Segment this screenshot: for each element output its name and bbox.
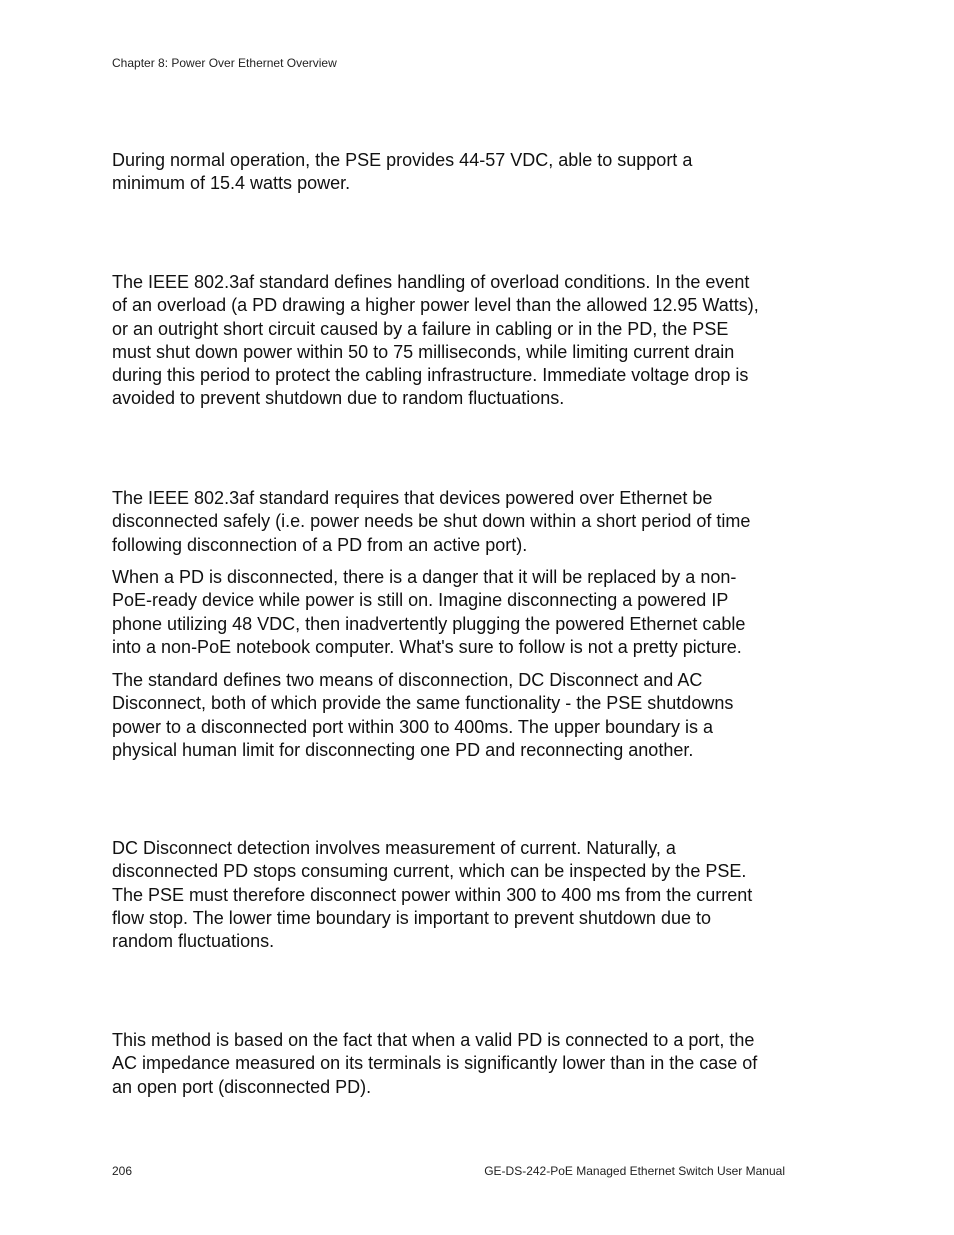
text-line: AC impedance measured on its terminals is significantly lower than in the case of (112, 1053, 758, 1074)
text-line: of an overload (a PD drawing a higher power level than the allowed 12.95 Watts), (112, 295, 759, 316)
text-line: The IEEE 802.3af standard requires that devices powered over Ethernet be (112, 488, 713, 508)
text-line: The IEEE 802.3af standard defines handling of overload conditions. In the event (112, 272, 750, 292)
paragraph-disconnect-requirement (112, 487, 802, 557)
text-line: The standard defines two means of disconnection, DC Disconnect and AC (112, 670, 703, 690)
paragraph-disconnection-means (112, 669, 802, 762)
text-line: PoE-ready device while power is still on. Imagine disconnecting a powered IP (112, 590, 729, 611)
text-line: avoided to prevent shutdown due to random fluctuations. (112, 388, 565, 409)
text-line: power to a disconnected port within 300 to 400ms. The upper boundary is a (112, 716, 714, 737)
text-line: During normal operation, the PSE provides 44-57 VDC, able to support a (112, 150, 693, 170)
paragraph-disconnect-danger (112, 566, 802, 659)
text-line: When a PD is disconnected, there is a danger that it will be replaced by a non- (112, 567, 737, 587)
text-line: Disconnect, both of which provide the same functionality - the PSE shutdowns (112, 693, 734, 714)
text-line: during this period to protect the cabling infrastructure. Immediate voltage drop is (112, 365, 749, 386)
text-line: an open port (disconnected PD). (112, 1076, 372, 1097)
text-line: or an outright short circuit caused by a failure in cabling or in the PD, the PSE (112, 318, 729, 339)
text-line: This method is based on the fact that when a valid PD is connected to a port, the (112, 1030, 755, 1050)
paragraph-ac-disconnect (112, 1029, 802, 1099)
text-line: into a non-PoE notebook computer. What's sure to follow is not a pretty picture. (112, 636, 742, 657)
paragraph-normal-operation (112, 149, 802, 196)
text-line: DC Disconnect detection involves measurement of current. Naturally, a (112, 838, 676, 858)
text-line: disconnected PD stops consuming current, which can be inspected by the PSE. (112, 861, 747, 882)
page-number: 206 (112, 1164, 133, 1178)
text-line: phone utilizing 48 VDC, then inadvertently plugging the powered Ethernet cable (112, 613, 746, 634)
paragraph-overload (112, 271, 802, 411)
text-line: random fluctuations. (112, 931, 275, 952)
running-header: Chapter 8: Power Over Ethernet Overview (112, 56, 337, 70)
manual-title: GE-DS-242-PoE Managed Ethernet Switch User Manual (484, 1164, 785, 1178)
text-line: following disconnection of a PD from an active port). (112, 534, 528, 555)
text-line: physical human limit for disconnecting one PD and reconnecting another. (112, 739, 694, 760)
text-line: The PSE must therefore disconnect power within 300 to 400 ms from the current (112, 884, 753, 905)
text-line: must shut down power within 50 to 75 milliseconds, while limiting current drain (112, 341, 735, 362)
paragraph-dc-disconnect (112, 837, 802, 953)
text-line: minimum of 15.4 watts power. (112, 173, 351, 194)
text-line: flow stop. The lower time boundary is important to prevent shutdown due to (112, 907, 711, 928)
text-line: disconnected safely (i.e. power needs be shut down within a short period of time (112, 511, 751, 532)
